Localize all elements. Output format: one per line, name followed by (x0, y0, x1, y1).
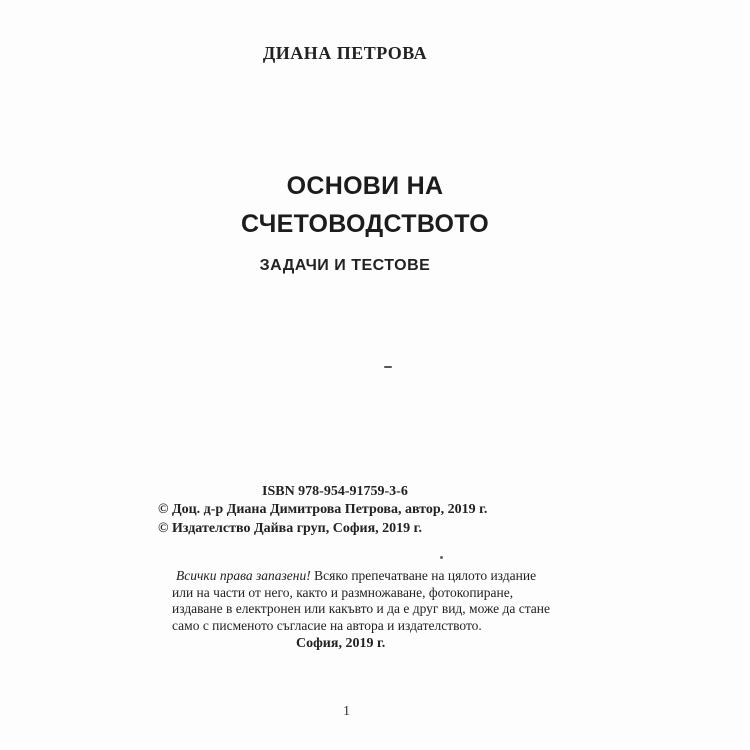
book-subtitle: ЗАДАЧИ И ТЕСТОВЕ (259, 257, 431, 274)
isbn: ISBN 978-954-91759-3-6 (262, 484, 408, 499)
copyright-author: © Доц. д-р Диана Димитрова Петрова, автор, 2019 г. (158, 502, 488, 517)
copyright-publisher: © Издателство Дайва груп, София, 2019 г. (158, 521, 422, 536)
rights-line-4: само с писменото съгласие на автора и издателството. (172, 617, 482, 633)
place-and-year: София, 2019 г. (296, 636, 386, 651)
rights-notice (172, 568, 602, 634)
author-name: ДИАНА ПЕТРОВА (262, 43, 428, 63)
rights-line-1 (172, 568, 602, 585)
print-mark (384, 366, 392, 368)
book-title-line-2: СЧЕТОВОДСТВОТО (241, 210, 489, 238)
rights-line-1-text: Всяко препечатване на цялото издание (310, 568, 537, 583)
book-title-line-1: ОСНОВИ НА (286, 172, 444, 200)
page-number: 1 (343, 704, 350, 719)
rights-lead: Всички права запазени! (176, 568, 311, 583)
print-speck (440, 556, 443, 559)
rights-line-3: издаване в електронен или какъвто и да е друг вид, може да стане (172, 601, 551, 616)
rights-line-2: или на части от него, както и размножаване, фотокопиране, (172, 584, 514, 600)
